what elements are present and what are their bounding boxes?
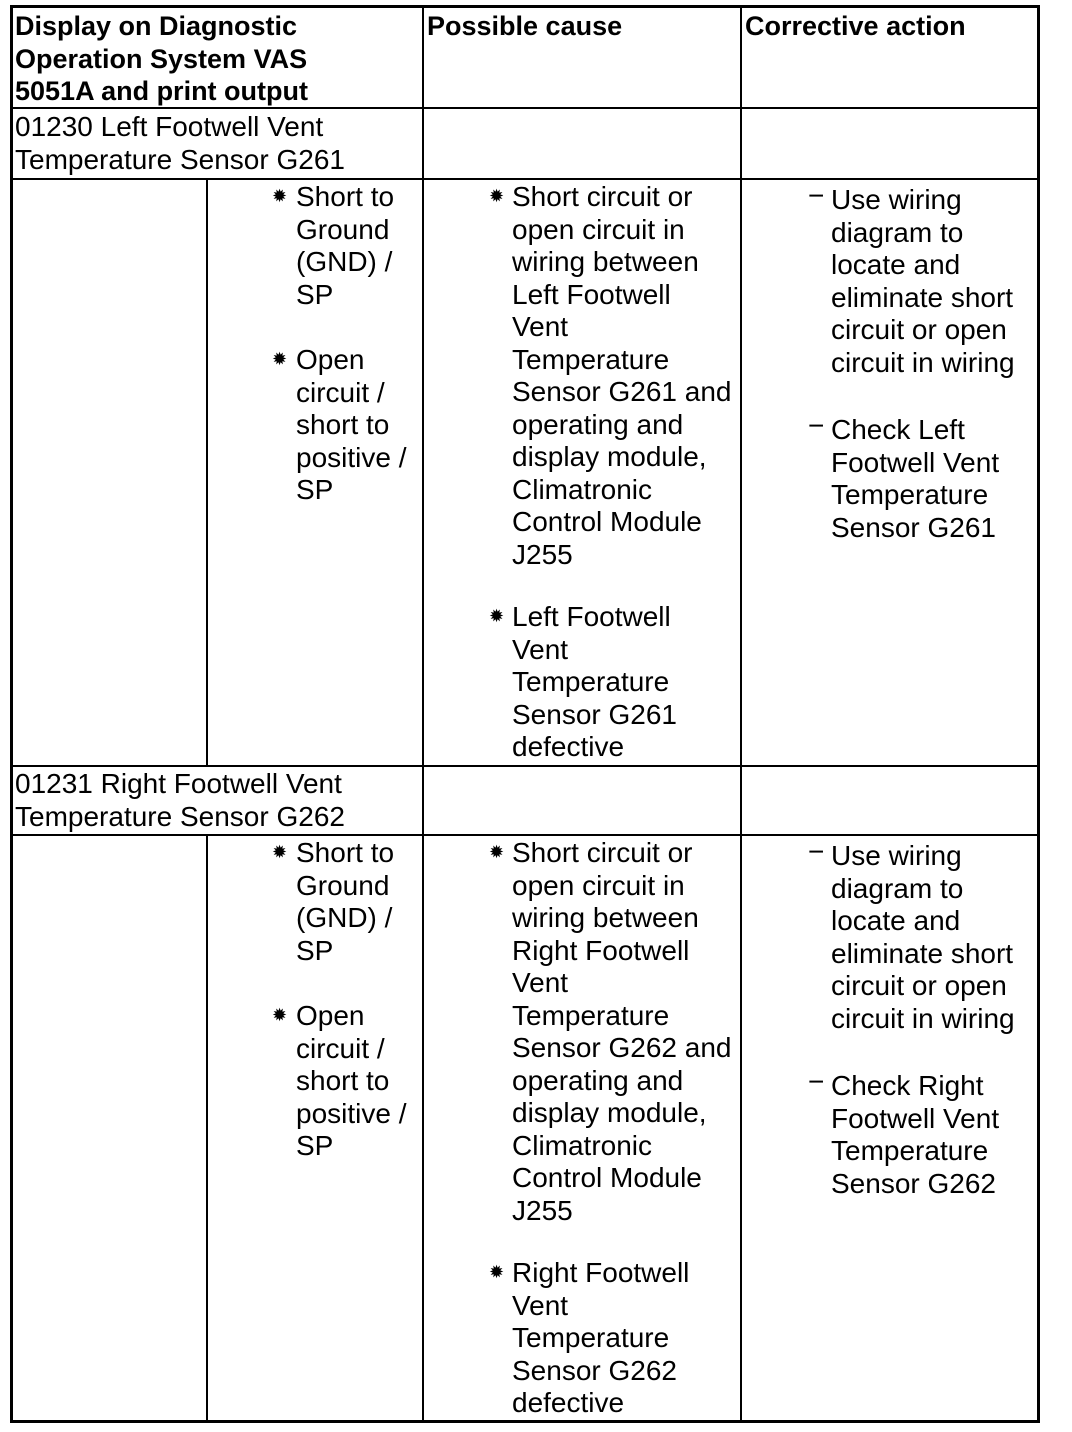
asterisk-bullet-icon: ✹ xyxy=(272,349,288,369)
dash-bullet-icon: − xyxy=(808,1066,825,1097)
asterisk-bullet-icon: ✹ xyxy=(489,186,505,206)
display-item: Open circuit / short to positive / SP xyxy=(296,344,407,505)
asterisk-bullet-icon: ✹ xyxy=(272,842,288,862)
cause-item: Right Footwell Vent Temperature Sensor G262 defective xyxy=(512,1257,690,1418)
asterisk-bullet-icon: ✹ xyxy=(272,186,288,206)
dash-bullet-icon: − xyxy=(808,836,825,867)
row-divider xyxy=(12,834,1038,836)
dash-bullet-icon: − xyxy=(808,410,825,441)
display-item: Short to Ground (GND) / SP xyxy=(296,837,395,966)
action-item: Check Left Footwell Vent Temperature Sensor G261 xyxy=(831,414,1000,543)
cause-item: Left Footwell Vent Temperature Sensor G261 defective xyxy=(512,601,677,762)
display-item: Open circuit / short to positive / SP xyxy=(296,1000,407,1161)
header-cause-column: Possible cause xyxy=(427,11,623,41)
asterisk-bullet-icon: ✹ xyxy=(272,1005,288,1025)
cause-item: Short circuit or open circuit in wiring between Right Footwell Vent Temperature Sensor G262 and operating and display module, Climatronic Control Module J255 xyxy=(512,837,732,1226)
asterisk-bullet-icon: ✹ xyxy=(489,842,505,862)
action-item: Check Right Footwell Vent Temperature Sensor G262 xyxy=(831,1070,1000,1199)
action-item: Use wiring diagram to locate and eliminate short circuit or open circuit in wiring xyxy=(831,184,1015,378)
action-item: Use wiring diagram to locate and eliminate short circuit or open circuit in wiring xyxy=(831,840,1015,1034)
row-divider xyxy=(12,765,1038,767)
subcolumn-divider xyxy=(206,179,208,765)
asterisk-bullet-icon: ✹ xyxy=(489,606,505,626)
fault-code-title: 01230 Left Footwell Vent Temperature Sensor G261 xyxy=(15,111,345,175)
header-action-column: Corrective action xyxy=(745,11,966,41)
column-divider xyxy=(422,7,424,1421)
cause-item: Short circuit or open circuit in wiring between Left Footwell Vent Temperature Sensor G261 and operating and display module, Climatronic Control Module J255 xyxy=(512,181,732,570)
row-divider xyxy=(12,178,1038,180)
header-display-column: Display on Diagnostic Operation System VAS 5051A and print output xyxy=(15,11,309,106)
subcolumn-divider xyxy=(206,835,208,1421)
fault-code-title: 01231 Right Footwell Vent Temperature Sensor G262 xyxy=(15,768,345,832)
display-item: Short to Ground (GND) / SP xyxy=(296,181,395,310)
asterisk-bullet-icon: ✹ xyxy=(489,1262,505,1282)
dash-bullet-icon: − xyxy=(808,180,825,211)
column-divider xyxy=(740,7,742,1421)
